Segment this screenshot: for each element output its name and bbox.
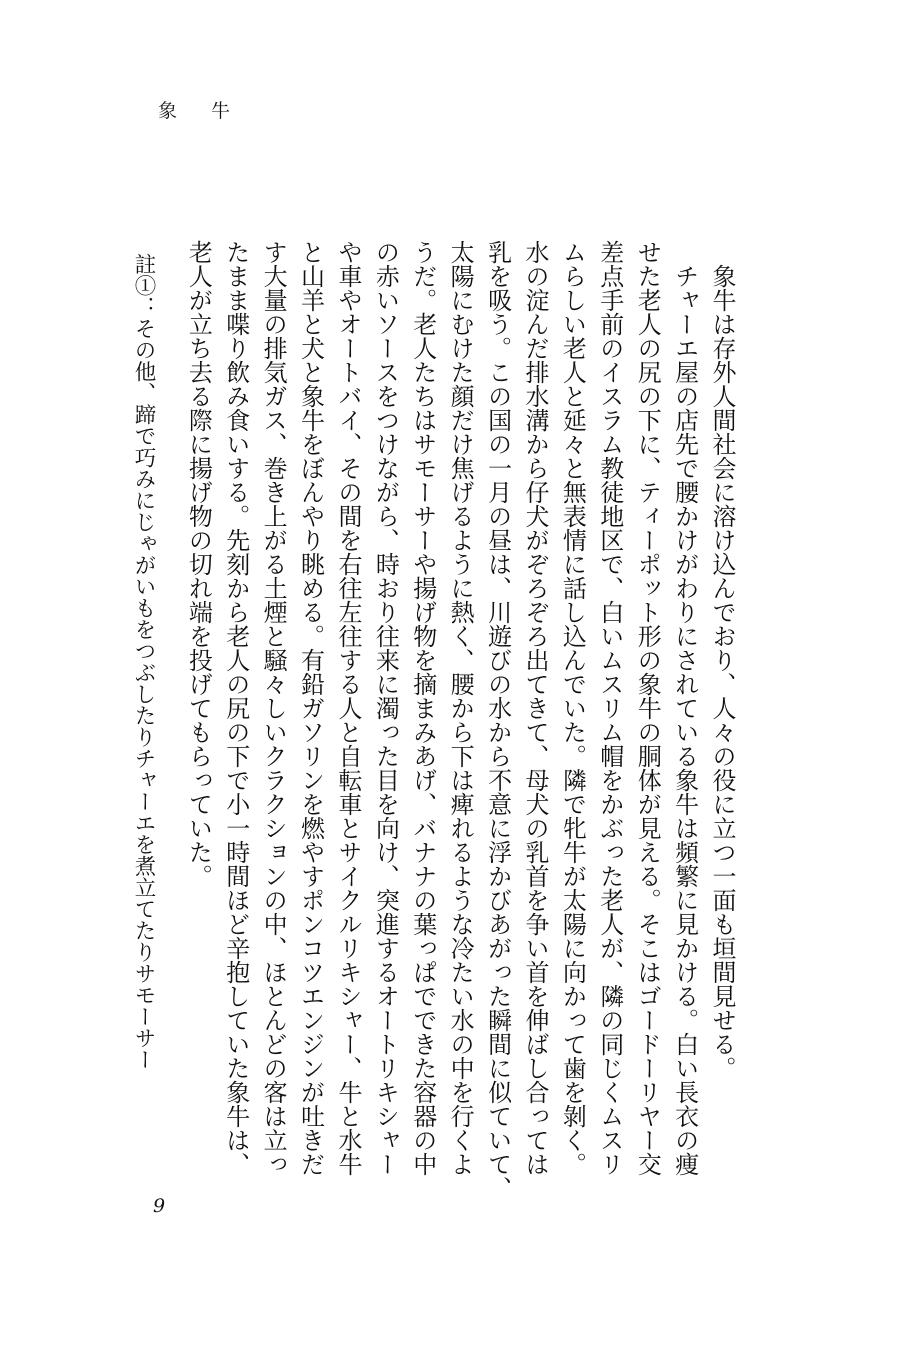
body-line: の赤いソースをつけながら、時おり往来に濁った目を向け、突進するオートリキシャー [371, 240, 400, 1176]
body-line: 太陽にむけた顔だけ焦げるように熱く、腰から下は痺れるような冷たい水の中を行くよ [446, 240, 475, 1176]
body-line: 象牛は存外人間社会に溶け込んでおり、人々の役に立つ一面も垣間見せる。 [708, 240, 736, 1080]
body-line: たまま喋り飲み食いする。先刻から老人の尻の下で小一時間ほど辛抱していた象牛は、 [221, 240, 250, 1176]
body-line: せた老人の尻の下に、ティーポット形の象牛の胴体が見える。そこはゴードーリヤー交 [633, 240, 662, 1176]
body-line: 老人が立ち去る際に揚げ物の切れ端を投げてもらっていた。 [184, 240, 213, 888]
body-line: と山羊と犬と象牛をぼんやり眺める。有鉛ガソリンを燃やすポンコツエンジンが吐きだ [296, 240, 325, 1176]
running-title: 象牛 [158, 100, 265, 122]
body-line: ムらしい老人と延々と無表情に話し込んでいた。隣で牝牛が太陽に向かって歯を剝く。 [558, 240, 587, 1176]
body-line: うだ。老人たちはサモーサーや揚げ物を摘まみあげ、バナナの葉っぱでできた容器の中 [408, 240, 437, 1176]
body-line: や車やオートバイ、その間を右往左往する人と自転車とサイクルリキシャー、牛と水牛 [333, 240, 362, 1176]
body-line: 乳を吸う。この国の一月の昼は、川遊びの水から不意に浮かびあがった瞬間に似ていて、 [483, 240, 512, 1200]
body-line: チャーエ屋の店先で腰かけがわりにされている象牛は頻繁に見かける。白い長衣の痩 [670, 240, 699, 1176]
body-line: す大量の排気ガス、巻き上がる土煙と騒々しいクラクションの中、ほとんどの客は立っ [259, 240, 288, 1176]
body-line: 水の淀んだ排水溝から仔犬がぞろぞろ出てきて、母犬の乳首を争い首を伸ばし合っては [520, 240, 549, 1176]
body-line: 差点手前のイスラム教徒地区で、白いムスリム帽をかぶった老人が、隣の同じくムスリ [595, 240, 624, 1176]
body-text [179, 240, 740, 1200]
page-number: 9 [153, 1195, 166, 1217]
footnote: 註①：その他、蹄で巧みにじゃがいもをつぶしたりチャーエを煮立てたりサモーサー [131, 253, 156, 1070]
